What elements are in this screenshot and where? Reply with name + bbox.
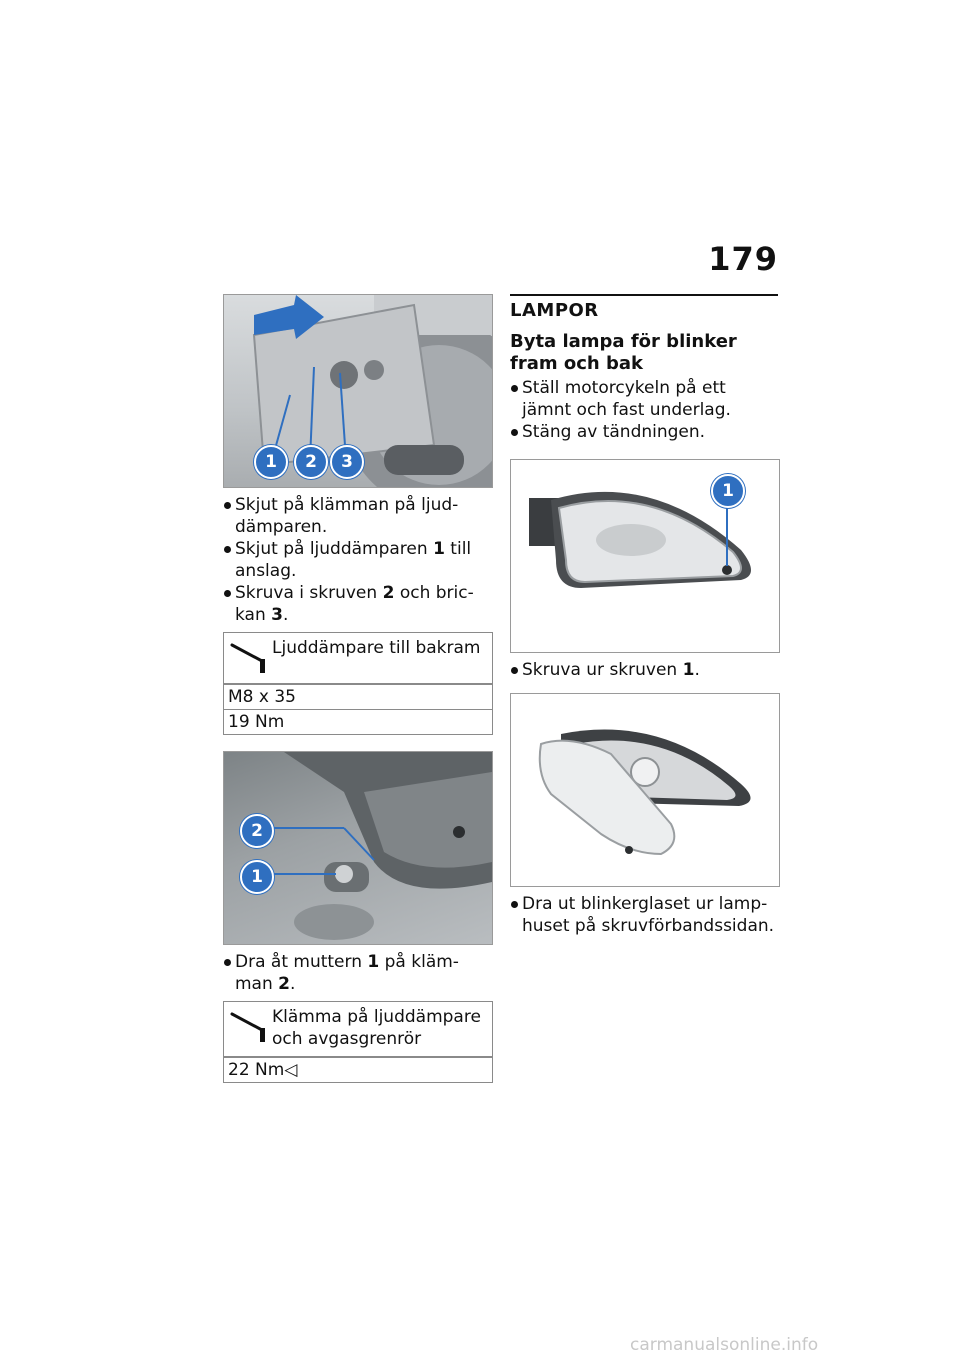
step-item: Dra åt muttern 1 på kläm-man 2. (223, 951, 493, 995)
clamp-steps (223, 951, 493, 995)
callout-1: 1 (711, 474, 745, 508)
spec-title: Klämma på ljuddämpare och avgasgrenrör (272, 1007, 481, 1049)
spec-row-torque: 22 Nm◁ (224, 1057, 492, 1082)
torque-wrench-icon (228, 637, 272, 677)
spec-title: Ljuddämpare till bakram (272, 638, 481, 658)
step-item: Stäng av tändningen. (510, 421, 780, 443)
spec-row-size: M8 x 35 (224, 684, 492, 709)
step-item: Skjut på klämman på ljud-dämparen. (223, 494, 493, 538)
section-divider (510, 294, 778, 296)
torque-spec-clamp (223, 1001, 493, 1083)
page-number: 179 (708, 240, 778, 278)
left-column (223, 294, 493, 1083)
section-title: LAMPOR (510, 300, 599, 321)
right-column (510, 294, 780, 937)
clamp-illustration (224, 752, 492, 944)
step-item: Dra ut blinkerglaset ur lamp-huset på skruvförbandssidan. (510, 893, 780, 937)
step-item: Skjut på ljuddämparen 1 till anslag. (223, 538, 493, 582)
indicator-lens-figure (510, 693, 780, 887)
exhaust-silencer-figure (223, 294, 493, 488)
clamp-figure (223, 751, 493, 945)
step-item: Skruva ur skruven 1. (510, 659, 780, 681)
step-item: Skruva i skruven 2 och bric-kan 3. (223, 582, 493, 626)
torque-spec-silencer (223, 632, 493, 735)
callout-3: 3 (330, 445, 364, 479)
sub-title: Byta lampa för blinker fram och bak (510, 331, 737, 374)
torque-wrench-icon (228, 1006, 272, 1046)
prep-steps (510, 377, 780, 443)
callout-2: 2 (294, 445, 328, 479)
callout-2: 2 (240, 814, 274, 848)
silencer-steps (223, 494, 493, 626)
screw-steps (510, 659, 780, 681)
lens-illustration (511, 694, 779, 886)
callout-1: 1 (240, 860, 274, 894)
spec-row-torque: 19 Nm (224, 709, 492, 734)
callout-1: 1 (254, 445, 288, 479)
footer-watermark: carmanualsonline.info (630, 1335, 819, 1355)
step-item: Ställ motorcykeln på ett jämnt och fast underlag. (510, 377, 780, 421)
indicator-figure (510, 459, 780, 653)
lens-steps (510, 893, 780, 937)
